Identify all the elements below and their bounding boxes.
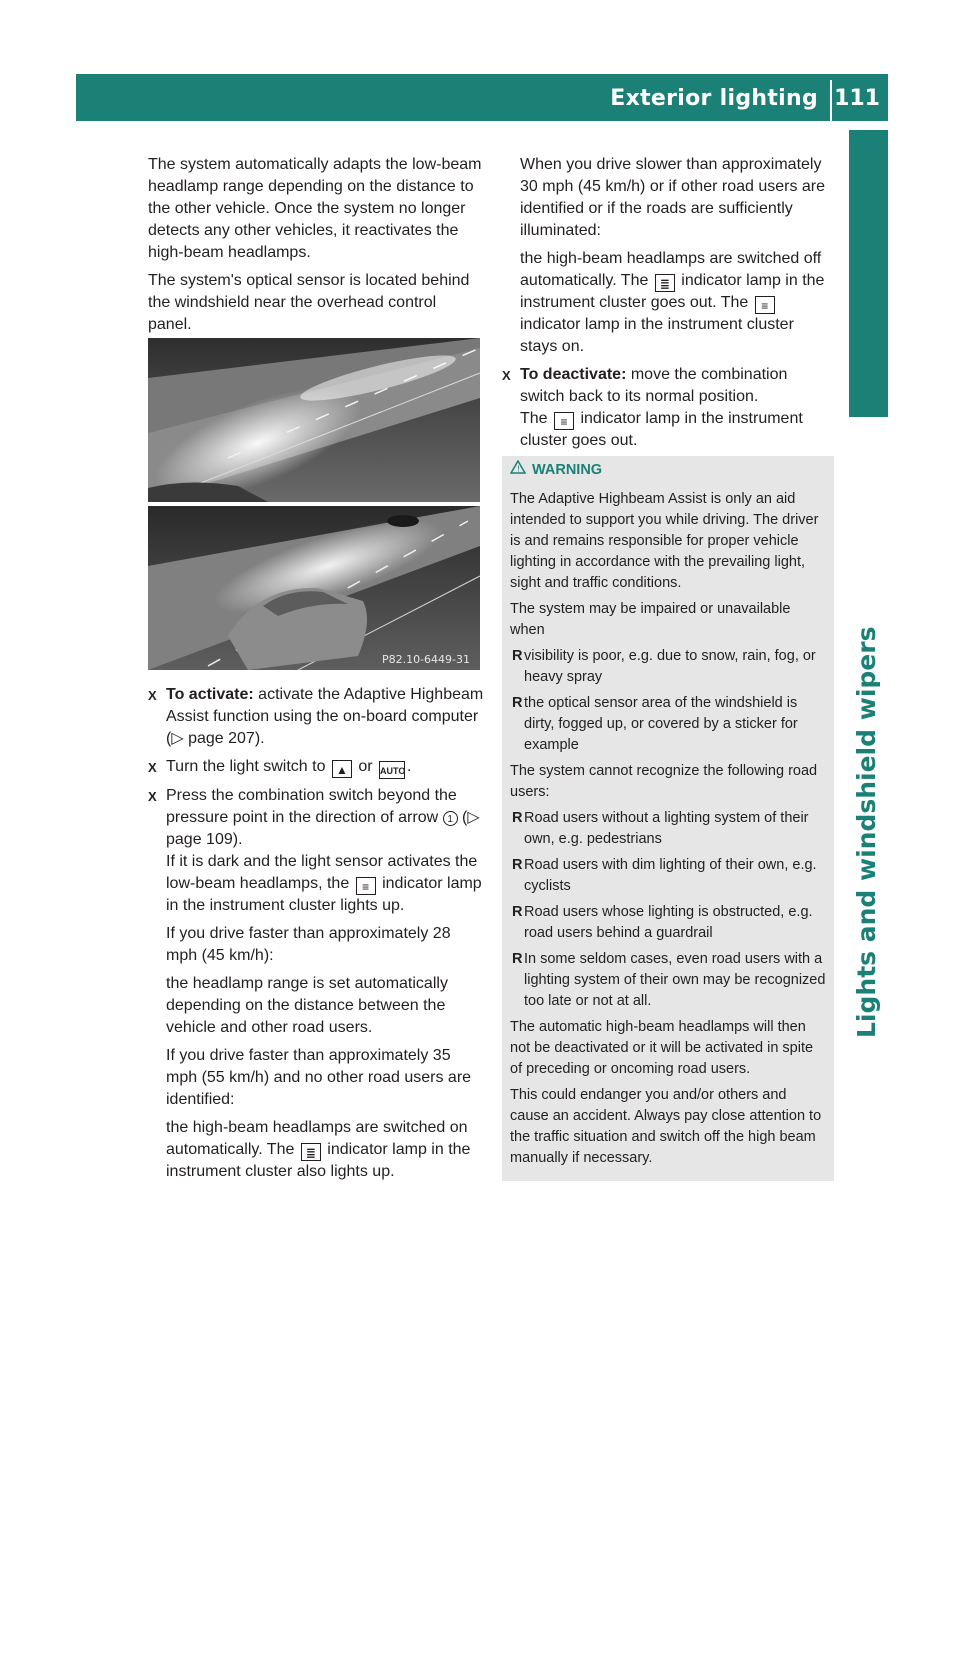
right-column [502,154,834,458]
step-switch-page-ref: (▷ page 109). [166,809,480,848]
page-number: 111 [834,86,880,111]
result-text-c: indicator lamp in the instrument cluster stays on. [520,316,794,355]
bullet-text: In some seldom cases, even road users with a lighting system of their own may be recognized too late or not at all. [524,951,826,1009]
bullet-text: Road users whose lighting is obstructed, e.g. road users behind a guardrail [524,904,813,941]
left-column [148,154,484,342]
warning-bullet-pedestrians [510,808,828,850]
warning-p1: The Adaptive Highbeam Assist is only an aid intended to support you while driving. The driver is and remains responsible for proper vehicle lighting in accordance with the prevailing light, sight and traffic conditions. [510,491,819,591]
bullet-text: Road users without a lighting system of their own, e.g. pedestrians [524,810,809,847]
step-or-text: or [353,758,378,775]
illustration-low-beam [148,338,480,502]
step-arrow-icon: X [148,760,157,775]
condition-35mph-result [166,1117,484,1183]
condition-28mph: If you drive faster than approximately 28 mph (45 km/h): [166,925,451,964]
high-beam-icon: ≣ [655,274,675,292]
warning-p4: The automatic high-beam headlamps will then not be deactivated or it will be activated in spite of preceding or oncoming road users. [510,1019,814,1077]
step-arrow-icon: X [148,688,157,703]
page-header [76,74,888,121]
warning-p2: The system may be impaired or unavailable when [510,601,791,638]
step-light-switch-text: Turn the light switch to [166,758,330,775]
step-activate-label: To activate: [166,686,254,703]
step-combination-switch [148,785,484,917]
warning-triangle-svg [510,460,526,474]
step-deactivate-label: To deactivate: [520,366,627,383]
warning-box [502,456,834,1181]
bullet-text: Road users with dim lighting of their own, e.g. cyclists [524,857,817,894]
illustration-high-beam [148,506,480,670]
slow-condition-block [502,154,834,358]
bullet-r: R [512,904,523,920]
result-text-b: indicator lamp in the instrument cluster goes out. The [520,272,825,311]
step-activate-text: activate the Adaptive Highbeam Assist function using the on-board computer (▷ page 207). [166,686,484,747]
step-end-text: . [407,758,412,775]
warning-bullet-visibility [510,646,828,688]
warning-bullet-obstructed [510,902,828,944]
step-arrow-icon: X [148,789,157,804]
bullet-r: R [512,810,523,826]
arrow-callout-1: 1 [443,811,458,826]
low-beam-illustration-svg [148,338,480,502]
warning-bullet-sensor [510,693,828,756]
warning-heading [510,460,828,481]
step-light-switch [148,756,484,779]
auto-light-icon: AUTO [379,761,405,779]
section-title: Exterior lighting [610,86,818,111]
result-text-a: the high-beam headlamps are switched off automatically. The [520,250,822,289]
step-arrow-icon: X [502,368,511,383]
step-switch-lamp-text: indicator lamp in the instrument cluster lights up. [166,875,482,914]
sensor-paragraph: The system's optical sensor is located behind the windshield near the overhead control panel. [148,272,470,333]
warning-p5: This could endanger you and/or others and cause an accident. Always pay close attention to the traffic situation and switch off the high beam manually if necessary. [510,1087,822,1166]
chapter-tab [849,130,888,417]
warning-bullet-seldom [510,949,828,1012]
condition-28mph-result: the headlamp range is set automatically depending on the distance between the vehicle and other road users. [166,975,448,1036]
step-switch-dark-text: If it is dark and the light sensor activates the low-beam headlamps, the [166,853,478,892]
bullet-r: R [512,695,523,711]
result-text-a: the high-beam headlamps are switched on automatically. The [166,1119,468,1158]
low-beam-icon: ≡ [356,877,376,895]
bullet-r: R [512,648,523,664]
step-deactivate-text: move the combination switch back to its normal position. [520,366,788,405]
chapter-label-text: Lights and windshield wipers [852,626,881,1038]
speed-condition-block [148,923,484,1183]
bullet-r: R [512,951,523,967]
condition-30mph-result [520,248,834,358]
low-beam-icon: ≡ [554,412,574,430]
result-text-b: indicator lamp in the instrument cluster also lights up. [166,1141,471,1180]
step-deactivate-text2b: indicator lamp in the instrument cluster goes out. [520,410,803,449]
warning-title: WARNING [532,462,603,478]
high-beam-icon: ≣ [301,1143,321,1161]
step-deactivate [502,364,834,452]
header-divider [830,80,832,121]
bullet-text: the optical sensor area of the windshield is dirty, fogged up, or covered by a sticker for example [524,695,798,753]
warning-triangle-icon [510,460,532,481]
svg-text:!: ! [517,464,521,474]
condition-35mph: If you drive faster than approximately 35 mph (55 km/h) and no other road users are identified: [166,1047,472,1108]
left-steps [148,684,484,1189]
step-switch-text: Press the combination switch beyond the pressure point in the direction of arrow [166,787,457,826]
bullet-r: R [512,857,523,873]
warning-bullet-cyclists [510,855,828,897]
condition-30mph: When you drive slower than approximately 30 mph (45 km/h) or if other road users are identified or if the roads are sufficiently illuminated: [520,156,826,239]
image-reference-code: P82.10-6449-31 [381,653,470,666]
high-beam-illustration-svg [148,506,480,670]
bullet-text: visibility is poor, e.g. due to snow, rain, fog, or heavy spray [524,648,816,685]
low-beam-icon: ≡ [755,296,775,314]
step-deactivate-text2a: The [520,410,553,427]
warning-p3: The system cannot recognize the following road users: [510,763,818,800]
intro-paragraph: The system automatically adapts the low-beam headlamp range depending on the distance to the other vehicle. Once the system no longer detects any other vehicles, it reactivates the high-beam headlamps. [148,156,482,261]
step-activate [148,684,484,750]
chapter-label [852,626,886,1658]
warning-content [510,460,828,1174]
parking-light-icon: ▲ [332,760,352,778]
